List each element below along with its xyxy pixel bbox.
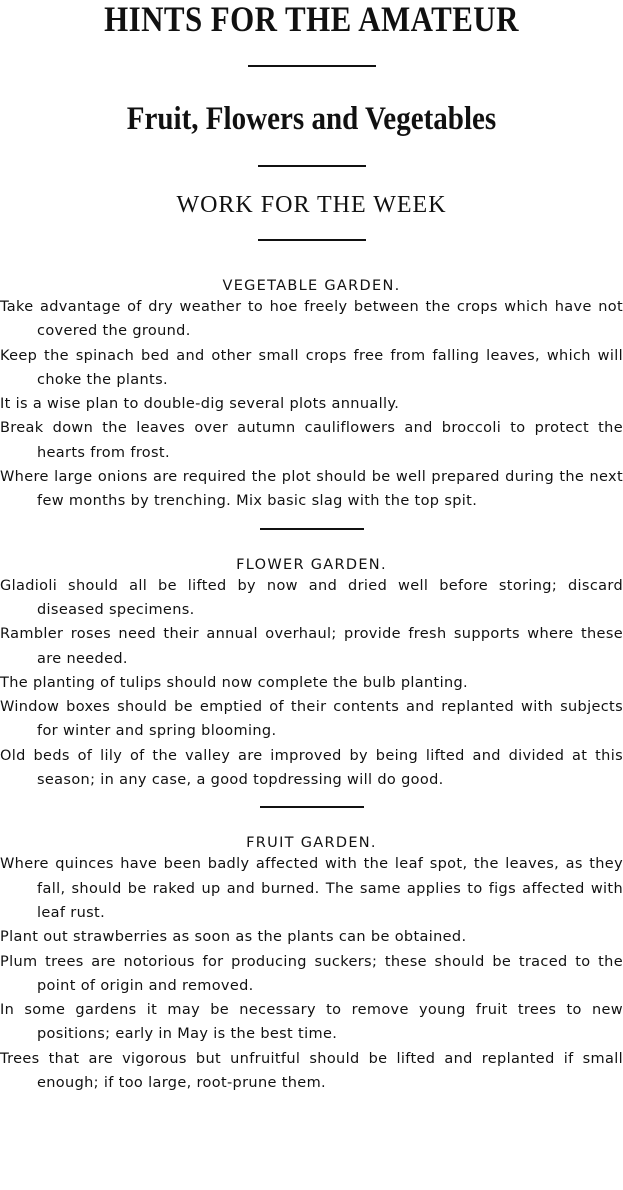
list-item: Where quinces have been badly affected with the leaf spot, the leaves, as they fall, should be raked up and burned. The same applies to figs affected with leaf rust. [0, 856, 623, 921]
list-item: Rambler roses need their annual overhaul; provide fresh supports where these are needed. [0, 626, 623, 667]
flower-hints-list [0, 574, 623, 793]
list-item: The planting of tulips should now complete the bulb planting. [0, 674, 469, 691]
section-kicker: WORK FOR THE WEEK [176, 192, 447, 218]
divider-rule [248, 65, 376, 67]
list-item: Old beds of lily of the valley are improved by being lifted and divided at this season; in any case, a good topdressing will do good. [0, 747, 623, 789]
divider-rule [260, 528, 364, 530]
list-item: Trees that are vigorous but unfruitful should be lifted and replanted if small enough; if too large, root-prune them. [0, 1050, 623, 1092]
list-item: Keep the spinach bed and other small crops free from falling leaves, which will choke the plants. [0, 347, 623, 388]
list-item: Plant out strawberries as soon as the plants can be obtained. [0, 929, 467, 946]
list-item: Plum trees are notorious for producing suckers; these should be traced to the point of origin and removed. [0, 953, 623, 994]
vegetable-hints-list [0, 295, 623, 514]
section-heading-fruit: FRUIT GARDEN. [246, 835, 377, 852]
list-item: Take advantage of dry weather to hoe freely between the crops which have not covered the ground. [0, 299, 623, 340]
list-item: Window boxes should be emptied of their contents and replanted with subjects for winter and spring blooming. [0, 699, 623, 740]
divider-rule [258, 165, 366, 167]
page-title: HINTS FOR THE AMATEUR [104, 0, 519, 39]
page-subtitle: Fruit, Flowers and Vegetables [126, 101, 497, 137]
list-item: Gladioli should all be lifted by now and dried well before storing; discard diseased specimens. [0, 577, 623, 618]
list-item: In some gardens it may be necessary to remove young fruit trees to new positions; early in May is the best time. [0, 1002, 623, 1043]
section-heading-vegetable: VEGETABLE GARDEN. [222, 278, 401, 294]
list-item: It is a wise plan to double-dig several plots annually. [0, 396, 400, 413]
list-item: Break down the leaves over autumn cauliflowers and broccoli to protect the hearts from frost. [0, 420, 623, 461]
section-heading-flower: FLOWER GARDEN. [236, 556, 387, 573]
fruit-hints-list [0, 852, 623, 1095]
list-item: Where large onions are required the plot should be well prepared during the next few months by trenching. Mix basic slag with the top spit. [0, 469, 623, 510]
divider-rule [258, 239, 366, 241]
divider-rule [260, 806, 364, 808]
